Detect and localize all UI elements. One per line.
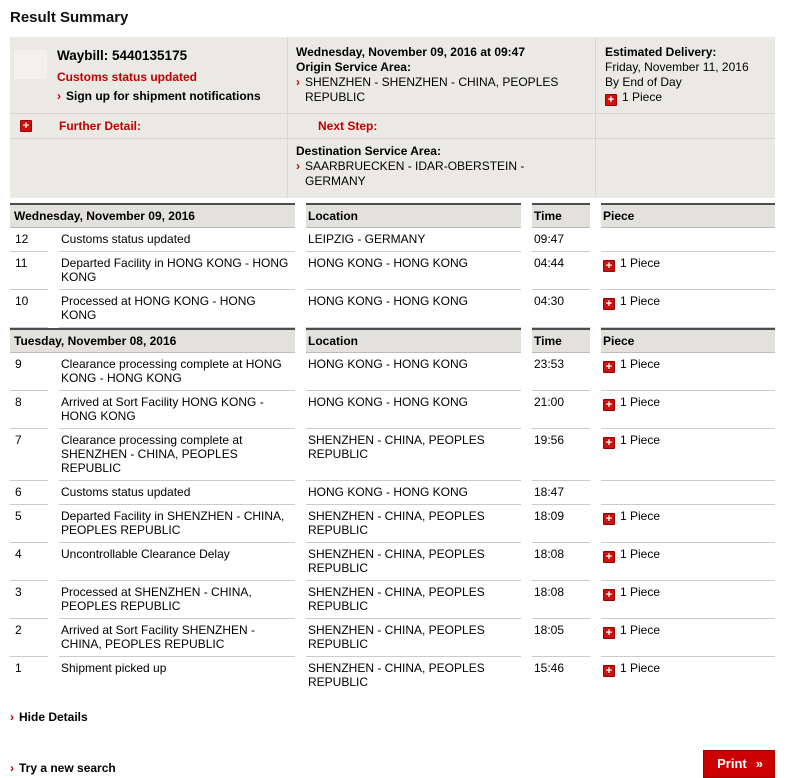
summary-bottom-row	[10, 138, 775, 198]
page-title: Result Summary	[10, 9, 129, 26]
section-date-header: Tuesday, November 08, 2016	[10, 328, 295, 353]
event-location: LEIPZIG - GERMANY	[306, 228, 521, 252]
shipment-image-placeholder	[14, 50, 47, 79]
event-location: SHENZHEN - CHINA, PEOPLES REPUBLIC	[306, 619, 521, 657]
expand-plus-icon[interactable]: +	[603, 627, 615, 639]
piece-count: 1 Piece	[620, 585, 661, 599]
event-piece-cell	[601, 481, 775, 505]
event-number: 3	[10, 581, 48, 619]
event-description: Shipment picked up	[61, 661, 167, 675]
table-section	[10, 203, 775, 328]
event-number: 8	[10, 391, 48, 429]
table-row	[10, 581, 775, 619]
piece-count: 1 Piece	[620, 395, 661, 409]
event-location: SHENZHEN - CHINA, PEOPLES REPUBLIC	[306, 429, 521, 481]
estimated-delivery-panel	[595, 37, 775, 113]
event-description: Arrived at Sort Facility HONG KONG - HONG KONG	[59, 391, 295, 429]
expand-plus-icon[interactable]: +	[603, 551, 615, 563]
signup-link-label: Sign up for shipment notifications	[66, 89, 261, 103]
event-time: 18:47	[532, 481, 590, 505]
next-step-label: Next Step:	[318, 119, 378, 133]
event-description: Processed at SHENZHEN - CHINA, PEOPLES REPUBLIC	[59, 581, 295, 619]
new-search-link[interactable]	[10, 761, 116, 775]
chevron-right-icon: ›	[296, 159, 300, 173]
event-description: Customs status updated	[59, 481, 295, 505]
piece-count: 1 Piece	[620, 357, 661, 371]
chevron-right-icon: ›	[10, 761, 14, 775]
event-number: 9	[10, 353, 48, 391]
section-date-header: Wednesday, November 09, 2016	[10, 203, 295, 228]
further-detail-cell	[10, 113, 287, 138]
pickup-datetime: Wednesday, November 09, 2016 at 09:47	[296, 45, 526, 59]
table-row	[10, 505, 775, 543]
destination-panel	[287, 138, 595, 198]
summary-middle-spacer	[595, 113, 775, 138]
summary-piece-count: 1 Piece	[622, 90, 663, 104]
estimated-delivery-label: Estimated Delivery:	[605, 45, 717, 59]
summary-middle-row	[10, 113, 775, 138]
waybill-panel	[10, 37, 287, 113]
event-location: SHENZHEN - CHINA, PEOPLES REPUBLIC	[306, 543, 521, 581]
column-header-location: Location	[306, 203, 521, 228]
expand-plus-icon[interactable]: +	[603, 513, 615, 525]
event-number: 10	[10, 290, 48, 328]
event-piece-cell	[601, 505, 775, 543]
event-location: SHENZHEN - CHINA, PEOPLES REPUBLIC	[308, 661, 485, 689]
column-header-location: Location	[306, 328, 521, 353]
event-piece-cell	[601, 228, 775, 252]
table-row	[10, 290, 775, 328]
event-time: 18:09	[532, 505, 590, 543]
event-time: 19:56	[532, 429, 590, 481]
piece-count: 1 Piece	[620, 433, 661, 447]
event-number: 2	[10, 619, 48, 657]
summary-bottom-spacer-right	[595, 138, 775, 198]
shipment-status: Customs status updated	[57, 70, 198, 84]
event-description: Processed at HONG KONG - HONG KONG	[59, 290, 295, 328]
chevron-right-icon: ›	[10, 710, 14, 724]
expand-plus-icon[interactable]: +	[603, 361, 615, 373]
expand-plus-icon[interactable]: +	[603, 665, 615, 677]
event-location: HONG KONG - HONG KONG	[306, 481, 521, 505]
event-description: Departed Facility in SHENZHEN - CHINA, PEOPLES REPUBLIC	[59, 505, 295, 543]
event-piece-cell	[601, 391, 775, 429]
summary-top-row	[10, 37, 775, 113]
events-table	[10, 203, 775, 694]
table-row	[10, 391, 775, 429]
table-header-row	[10, 328, 775, 353]
event-time: 09:47	[532, 228, 590, 252]
event-number: 4	[10, 543, 48, 581]
table-section	[10, 328, 775, 694]
event-location: SHENZHEN - CHINA, PEOPLES REPUBLIC	[306, 581, 521, 619]
event-number: 5	[10, 505, 48, 543]
event-number: 11	[10, 252, 48, 290]
origin-value-line	[296, 75, 585, 105]
event-piece-cell	[601, 353, 775, 391]
event-number: 12	[10, 228, 48, 252]
event-location: HONG KONG - HONG KONG	[306, 391, 521, 429]
estimated-delivery-time: By End of Day	[605, 75, 682, 89]
origin-label: Origin Service Area:	[296, 60, 411, 74]
event-number: 7	[10, 429, 48, 481]
event-location: SHENZHEN - CHINA, PEOPLES REPUBLIC	[306, 505, 521, 543]
table-row	[10, 543, 775, 581]
event-piece-cell	[601, 429, 775, 481]
double-chevron-icon: »	[755, 756, 763, 771]
event-piece-cell	[601, 290, 775, 328]
column-header-time: Time	[532, 203, 590, 228]
summary-bottom-spacer-left	[10, 138, 287, 198]
event-piece-cell	[601, 252, 775, 290]
event-description: Clearance processing complete at HONG KONG - HONG KONG	[59, 353, 295, 391]
event-time: 04:30	[532, 290, 590, 328]
table-row	[10, 481, 775, 505]
summary-piece-line	[605, 90, 767, 106]
event-number: 6	[10, 481, 48, 505]
signup-link[interactable]	[57, 89, 261, 104]
table-row	[10, 353, 775, 391]
piece-count: 1 Piece	[620, 256, 661, 270]
event-piece-cell	[601, 581, 775, 619]
piece-count: 1 Piece	[620, 547, 661, 561]
next-step-cell	[287, 113, 595, 138]
expand-plus-icon[interactable]: +	[603, 399, 615, 411]
shipment-summary-box	[10, 37, 775, 198]
event-time: 23:53	[532, 353, 590, 391]
event-number: 1	[15, 661, 22, 675]
event-time: 21:00	[532, 391, 590, 429]
print-button[interactable]	[703, 750, 775, 778]
column-header-time: Time	[532, 328, 590, 353]
expand-plus-icon[interactable]: +	[603, 437, 615, 449]
destination-label: Destination Service Area:	[296, 144, 441, 158]
hide-details-label: Hide Details	[19, 710, 88, 724]
event-location: HONG KONG - HONG KONG	[306, 353, 521, 391]
origin-value: SHENZHEN - SHENZHEN - CHINA, PEOPLES REPUBLIC	[305, 75, 559, 104]
event-piece-cell	[601, 619, 775, 657]
destination-value: SAARBRUECKEN - IDAR-OBERSTEIN - GERMANY	[305, 159, 525, 188]
waybill-number: Waybill: 5440135175	[57, 48, 188, 63]
table-row	[10, 429, 775, 481]
expand-plus-icon[interactable]: +	[605, 94, 617, 106]
chevron-right-icon: ›	[57, 89, 61, 103]
destination-value-line	[296, 159, 587, 189]
event-description: Uncontrollable Clearance Delay	[59, 543, 295, 581]
event-location: HONG KONG - HONG KONG	[306, 290, 521, 328]
estimated-delivery-date: Friday, November 11, 2016	[605, 60, 749, 74]
event-time: 18:08	[532, 581, 590, 619]
piece-count: 1 Piece	[620, 509, 661, 523]
event-description: Clearance processing complete at SHENZHEN - CHINA, PEOPLES REPUBLIC	[59, 429, 295, 481]
event-piece-cell	[601, 543, 775, 581]
event-description: Arrived at Sort Facility SHENZHEN - CHINA, PEOPLES REPUBLIC	[59, 619, 295, 657]
event-time: 15:46	[534, 661, 565, 675]
piece-count: 1 Piece	[620, 623, 661, 637]
table-header-row	[10, 203, 775, 228]
expand-plus-icon[interactable]: +	[603, 589, 615, 601]
table-row	[10, 252, 775, 290]
event-description: Departed Facility in HONG KONG - HONG KONG	[59, 252, 295, 290]
column-header-piece: Piece	[601, 328, 775, 353]
event-time: 18:05	[532, 619, 590, 657]
expand-plus-icon[interactable]: +	[603, 260, 615, 272]
table-row	[10, 228, 775, 252]
event-time: 04:44	[532, 252, 590, 290]
chevron-right-icon: ›	[296, 75, 300, 89]
piece-count: 1 Piece	[620, 294, 661, 308]
piece-count: 1 Piece	[620, 661, 661, 675]
table-row	[10, 619, 775, 657]
event-time: 18:08	[532, 543, 590, 581]
print-button-label: Print	[717, 756, 747, 771]
expand-plus-icon[interactable]: +	[20, 120, 32, 132]
expand-plus-icon[interactable]: +	[603, 298, 615, 310]
hide-details-link[interactable]	[10, 710, 775, 724]
further-detail-label: Further Detail:	[59, 119, 142, 133]
origin-panel	[287, 37, 595, 113]
column-header-piece: Piece	[601, 203, 775, 228]
event-location: HONG KONG - HONG KONG	[306, 252, 521, 290]
new-search-label: Try a new search	[19, 761, 116, 775]
event-description: Customs status updated	[59, 228, 295, 252]
